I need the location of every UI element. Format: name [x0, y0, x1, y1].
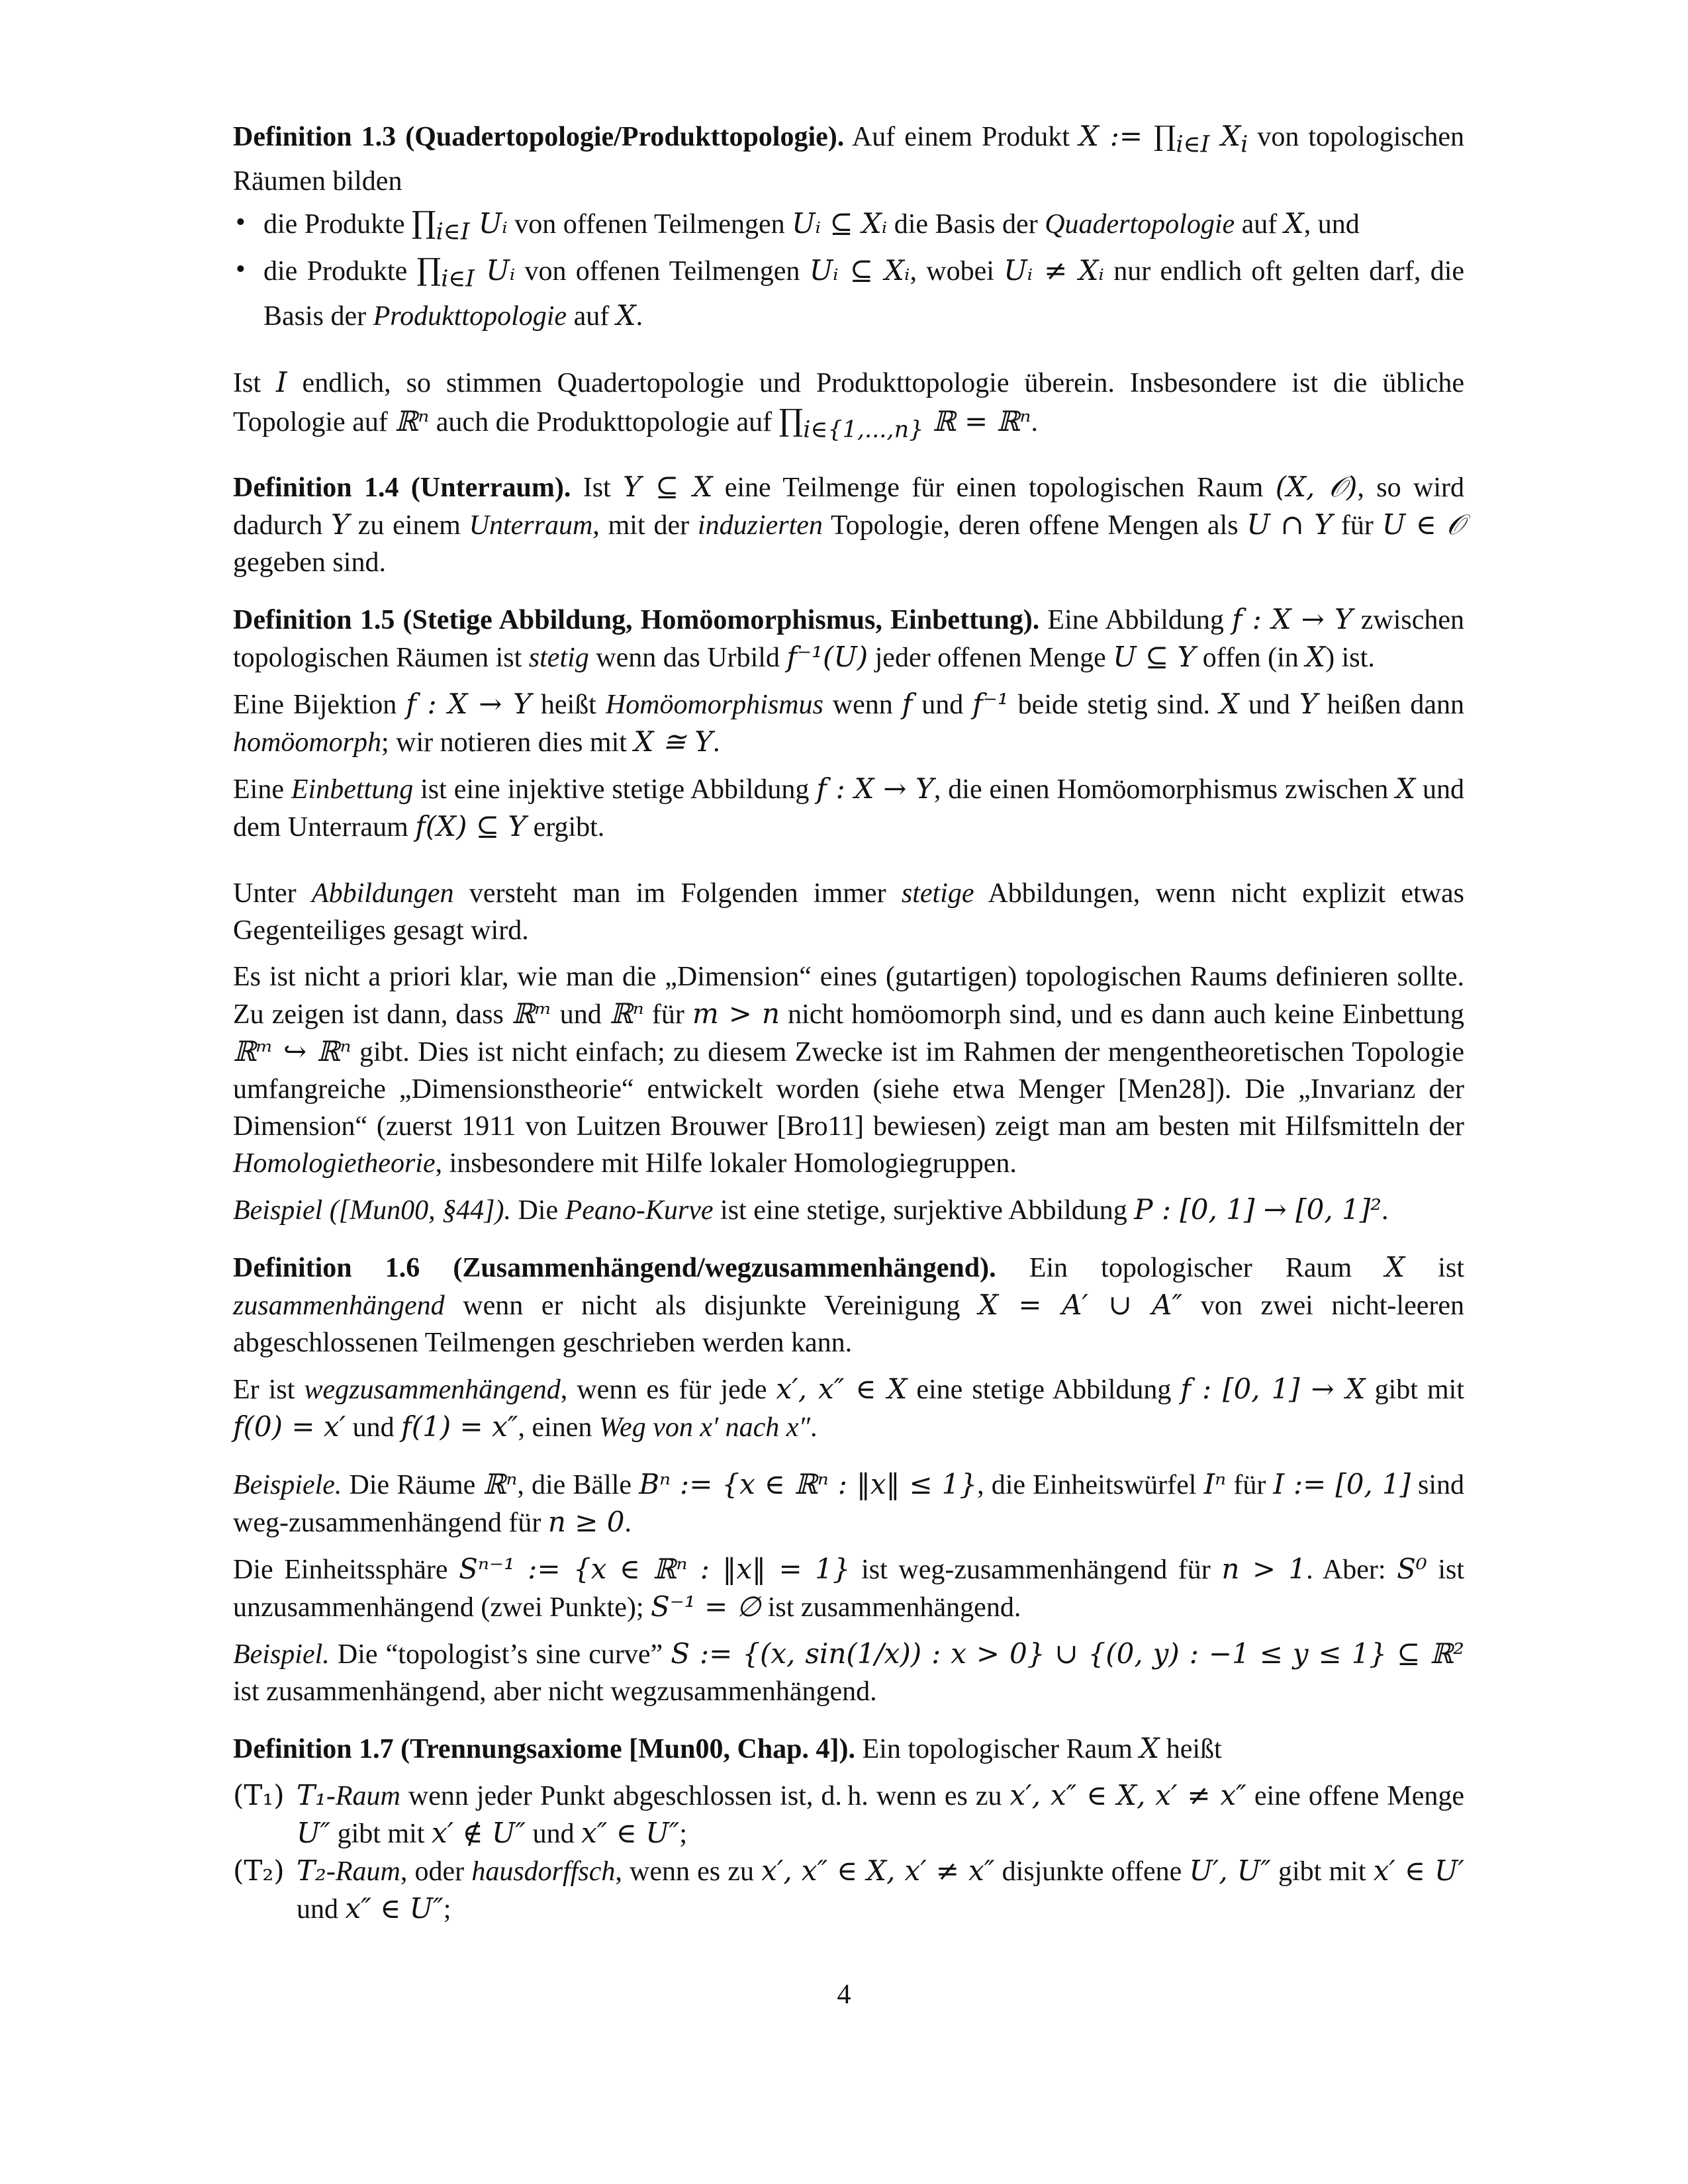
definition-1-4: Definition 1.4 (Unterraum). Ist Y ⊆ X eine Teilmenge für einen topologischen Raum (X, 𝒪), so wird dadurch Y zu einem Unterraum, mit der induzierten Topologie, deren offene Mengen als U ∩ Y für U ∈ 𝒪 gegeben sind. — [233, 470, 1465, 578]
definition-heading: Definition 1.3 (Quadertopologie/Produkttopologie). — [233, 122, 845, 152]
paragraph-dimension: Es ist nicht a priori klar, wie man die „Dimension“ eines (gutartigen) topologischen Raums definieren sollte. Zu zeigen ist dann, dass ℝᵐ und ℝⁿ für m > n nicht homöomorph sind, und es dann auch keine Einbettung ℝᵐ ↪ ℝⁿ gibt. Dies ist nicht einfach; zu diesem Zwecke ist im Rahmen der mengentheoretischen Topologie umfangreiche „Dimensionstheorie“ entwickelt worden (siehe etwa Menger [Men28]). Die „Invarianz der Dimension“ (zuerst 1911 von Luitzen Brouwer [Bro11] bewiesen) zeigt man am besten mit Hilfsmitteln der Homologietheorie, insbesondere mit Hilfe lokaler Homologiegruppen. — [233, 961, 1465, 1179]
paragraph-spheres: Die Einheitssphäre Sⁿ⁻¹ := {x ∈ ℝⁿ : ‖x‖ = 1} ist weg-zusammenhängend für n > 1. Aber: S⁰ ist unzusammenhängend (zwei Punkte); S⁻¹ = ∅ ist zusammenhängend. — [233, 1552, 1465, 1623]
definition-heading: Definition 1.6 (Zusammenhängend/wegzusammenhängend). — [233, 1252, 996, 1283]
topology-bullet-list — [233, 204, 1464, 335]
axiom-t2: (T₂) T₂-Raum, oder hausdorffsch, wenn es zu x′, x″ ∈ X, x′ ≠ x″ disjunkte offene U′, U″ gibt mit x′ ∈ U′ und x″ ∈ U″; — [233, 1852, 1464, 1928]
definition-1-6: Definition 1.6 (Zusammenhängend/wegzusammenhängend). Ein topologischer Raum X ist zusammenhängend wenn er nicht als disjunkte Vereinigung X = A′ ∪ A″ von zwei nicht-leeren abgeschlossenen Teilmengen geschrieben werden kann. — [233, 1250, 1464, 1358]
axiom-label: (T₂) — [233, 1854, 285, 1887]
example-peano: Beispiel ([Mun00, §44]). Die Peano-Kurve ist eine stetige, surjektive Abbildung P : [0, 1] → [0, 1]². — [233, 1193, 1389, 1226]
paragraph-path-connected: Er ist wegzusammenhängend, wenn es für jede x′, x″ ∈ X eine stetige Abbildung f : [0, 1] → X gibt mit f(0) = x′ und f(1) = x″, einen Weg von x′ nach x″. — [233, 1372, 1464, 1443]
definition-1-7: Definition 1.7 (Trennungsaxiome [Mun00, Chap. 4]). Ein topologischer Raum X heißt — [233, 1731, 1222, 1764]
paper-page — [233, 118, 1464, 1928]
definition-1-3: Definition 1.3 (Quadertopologie/Produkttopologie). Auf einem Produkt X := $\prod_{i\in I}$ $X_i$ von topologischen Räumen bilden — [233, 120, 1464, 197]
list-item: • die Produkte $\prod_{i\in I}$ Uᵢ von offenen Teilmengen Uᵢ ⊆ Xᵢ, wobei Uᵢ ≠ Xᵢ nur endlich oft gelten darf, die Basis der Produkttopologie auf X. — [233, 251, 1464, 335]
list-item: • die Produkte $\prod_{i\in I}$ Uᵢ von offenen Teilmengen Uᵢ ⊆ Xᵢ die Basis der Quadertopologie auf X, und — [233, 204, 1464, 250]
paragraph-maps: Unter Abbildungen versteht man im Folgenden immer stetige Abbildungen, wenn nicht explizit etwas Gegenteiliges gesagt wird. — [233, 878, 1464, 946]
definition-heading: Definition 1.7 (Trennungsaxiome [Mun00, Chap. 4]). — [233, 1733, 856, 1764]
definition-heading: Definition 1.4 (Unterraum). — [233, 472, 571, 503]
axiom-label: (T₁) — [233, 1778, 285, 1811]
definition-heading: Definition 1.5 (Stetige Abbildung, Homöomorphismus, Einbettung). — [233, 604, 1040, 635]
paragraph-embedding: Eine Einbettung ist eine injektive stetige Abbildung f : X → Y, die einen Homöomorphismus zwischen X und dem Unterraum f(X) ⊆ Y ergibt. — [233, 772, 1465, 842]
page-number: 4 — [837, 1979, 851, 2010]
example-balls: Beispiele. Die Räume ℝⁿ, die Bälle Bⁿ := {x ∈ ℝⁿ : ‖x‖ ≤ 1}, die Einheitswürfel Iⁿ für I := [0, 1] sind weg-zusammenhängend für n ≥ 0. — [233, 1467, 1465, 1538]
definition-1-5: Definition 1.5 (Stetige Abbildung, Homöomorphismus, Einbettung). Eine Abbildung f : X → Y zwischen topologischen Räumen ist stetig wenn das Urbild f⁻¹(U) jeder offenen Menge U ⊆ Y offen (in X) ist. — [233, 602, 1464, 673]
axiom-t1: (T₁) T₁-Raum wenn jeder Punkt abgeschlossen ist, d. h. wenn es zu x′, x″ ∈ X, x′ ≠ x″ eine offene Menge U″ gibt mit x′ ∉ U″ und x″ ∈ U″; — [233, 1777, 1464, 1852]
paragraph-homeomorphism: Eine Bijektion f : X → Y heißt Homöomorphismus wenn f und f⁻¹ beide stetig sind. X und Y heißen dann homöomorph; wir notieren dies mit X ≅ Y. — [233, 687, 1465, 758]
paragraph-finite-product: Ist I endlich, so stimmen Quadertopologie und Produkttopologie überein. Insbesondere ist die übliche Topologie auf ℝⁿ auch die Produkttopologie auf $\prod_{i\in\{1,...,n\}}$ ℝ = ℝⁿ. — [233, 366, 1464, 443]
example-sine-curve: Beispiel. Die “topologist’s sine curve” S := {(x, sin(1/x)) : x > 0} ∪ {(0, y) : −1 ≤ y ≤ 1} ⊆ ℝ² ist zusammenhängend, aber nicht wegzusammenhängend. — [233, 1637, 1465, 1707]
